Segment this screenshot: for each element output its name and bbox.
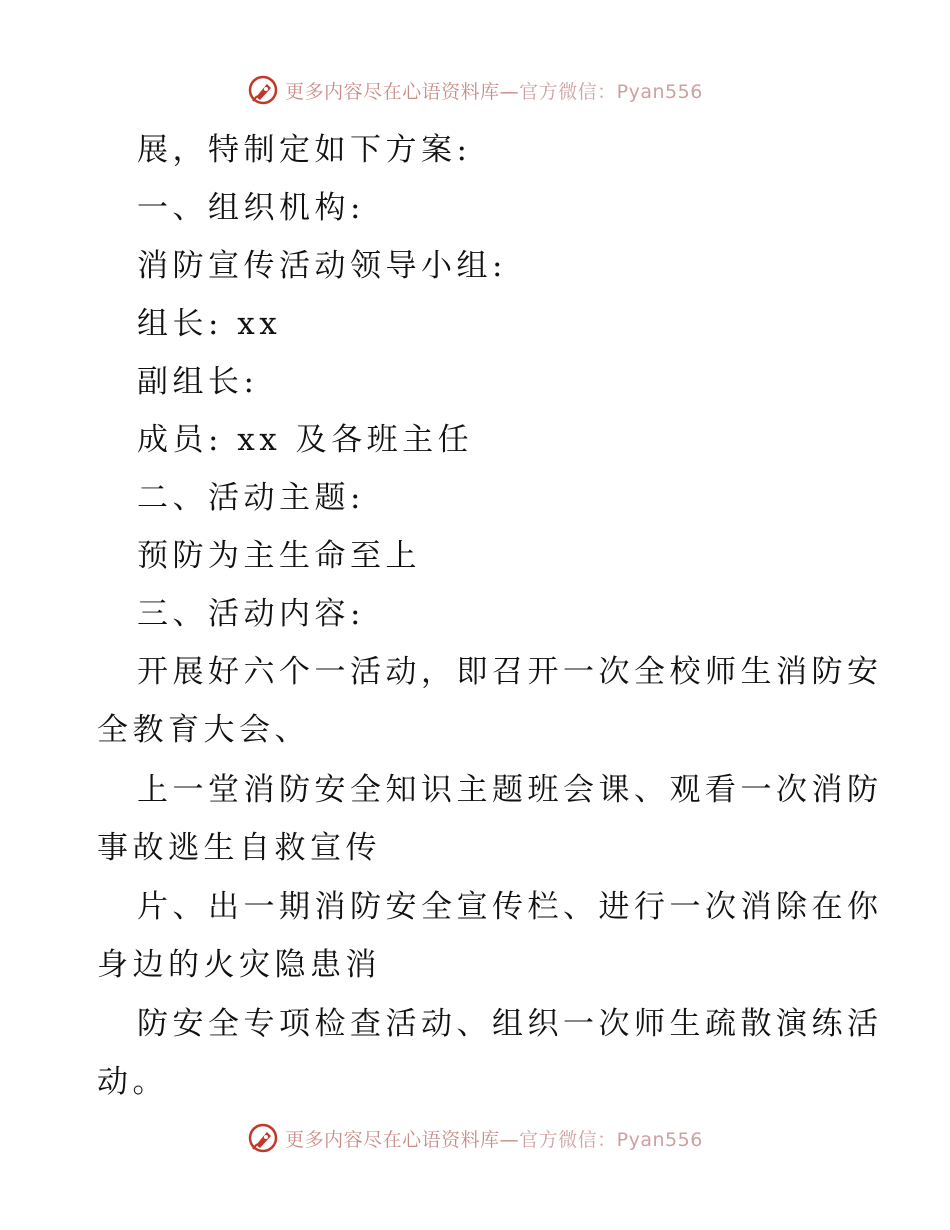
footer-banner-inner xyxy=(247,1122,703,1154)
text-line-2: 一、组织机构: xyxy=(137,190,365,226)
header-banner-title: 更多内容尽在心语资料库— xyxy=(285,80,520,103)
text-line-7: 二、活动主题: xyxy=(137,480,365,516)
text-line-10: 开展好六个一活动，即召开一次全校师生消防安 xyxy=(137,654,883,690)
header-banner-text xyxy=(285,77,703,104)
text-line-1: 展，特制定如下方案: xyxy=(137,132,472,168)
text-line-16: 防安全专项检查活动、组织一次师生疏散演练活 xyxy=(137,1006,883,1042)
text-line-14: 片、出一期消防安全宣传栏、进行一次消除在你 xyxy=(137,889,883,925)
pen-nib-logo-icon xyxy=(247,1122,279,1154)
text-line-15: 身边的火灾隐患消 xyxy=(97,947,381,983)
footer-banner-wechat: 官方微信：Pyan556 xyxy=(519,1128,703,1151)
header-banner xyxy=(0,70,950,110)
footer-banner-title: 更多内容尽在心语资料库— xyxy=(285,1128,520,1151)
text-line-8: 预防为主生命至上 xyxy=(137,538,421,574)
footer-banner xyxy=(0,1118,950,1158)
text-line-5: 副组长: xyxy=(137,364,259,400)
pen-nib-logo-icon xyxy=(247,74,279,106)
text-line-9: 三、活动内容: xyxy=(137,596,365,632)
header-banner-inner xyxy=(247,74,703,106)
text-line-11: 全教育大会、 xyxy=(97,712,310,748)
footer-banner-text xyxy=(285,1125,703,1152)
text-line-6: 成员: xx 及各班主任 xyxy=(137,422,474,458)
text-line-17: 动。 xyxy=(97,1064,168,1100)
text-line-4: 组长: xx xyxy=(137,306,282,342)
text-line-3: 消防宣传活动领导小组: xyxy=(137,248,507,284)
text-line-12: 上一堂消防安全知识主题班会课、观看一次消防 xyxy=(137,772,883,808)
text-line-13: 事故逃生自救宣传 xyxy=(97,830,381,866)
header-banner-wechat: 官方微信：Pyan556 xyxy=(519,80,703,103)
